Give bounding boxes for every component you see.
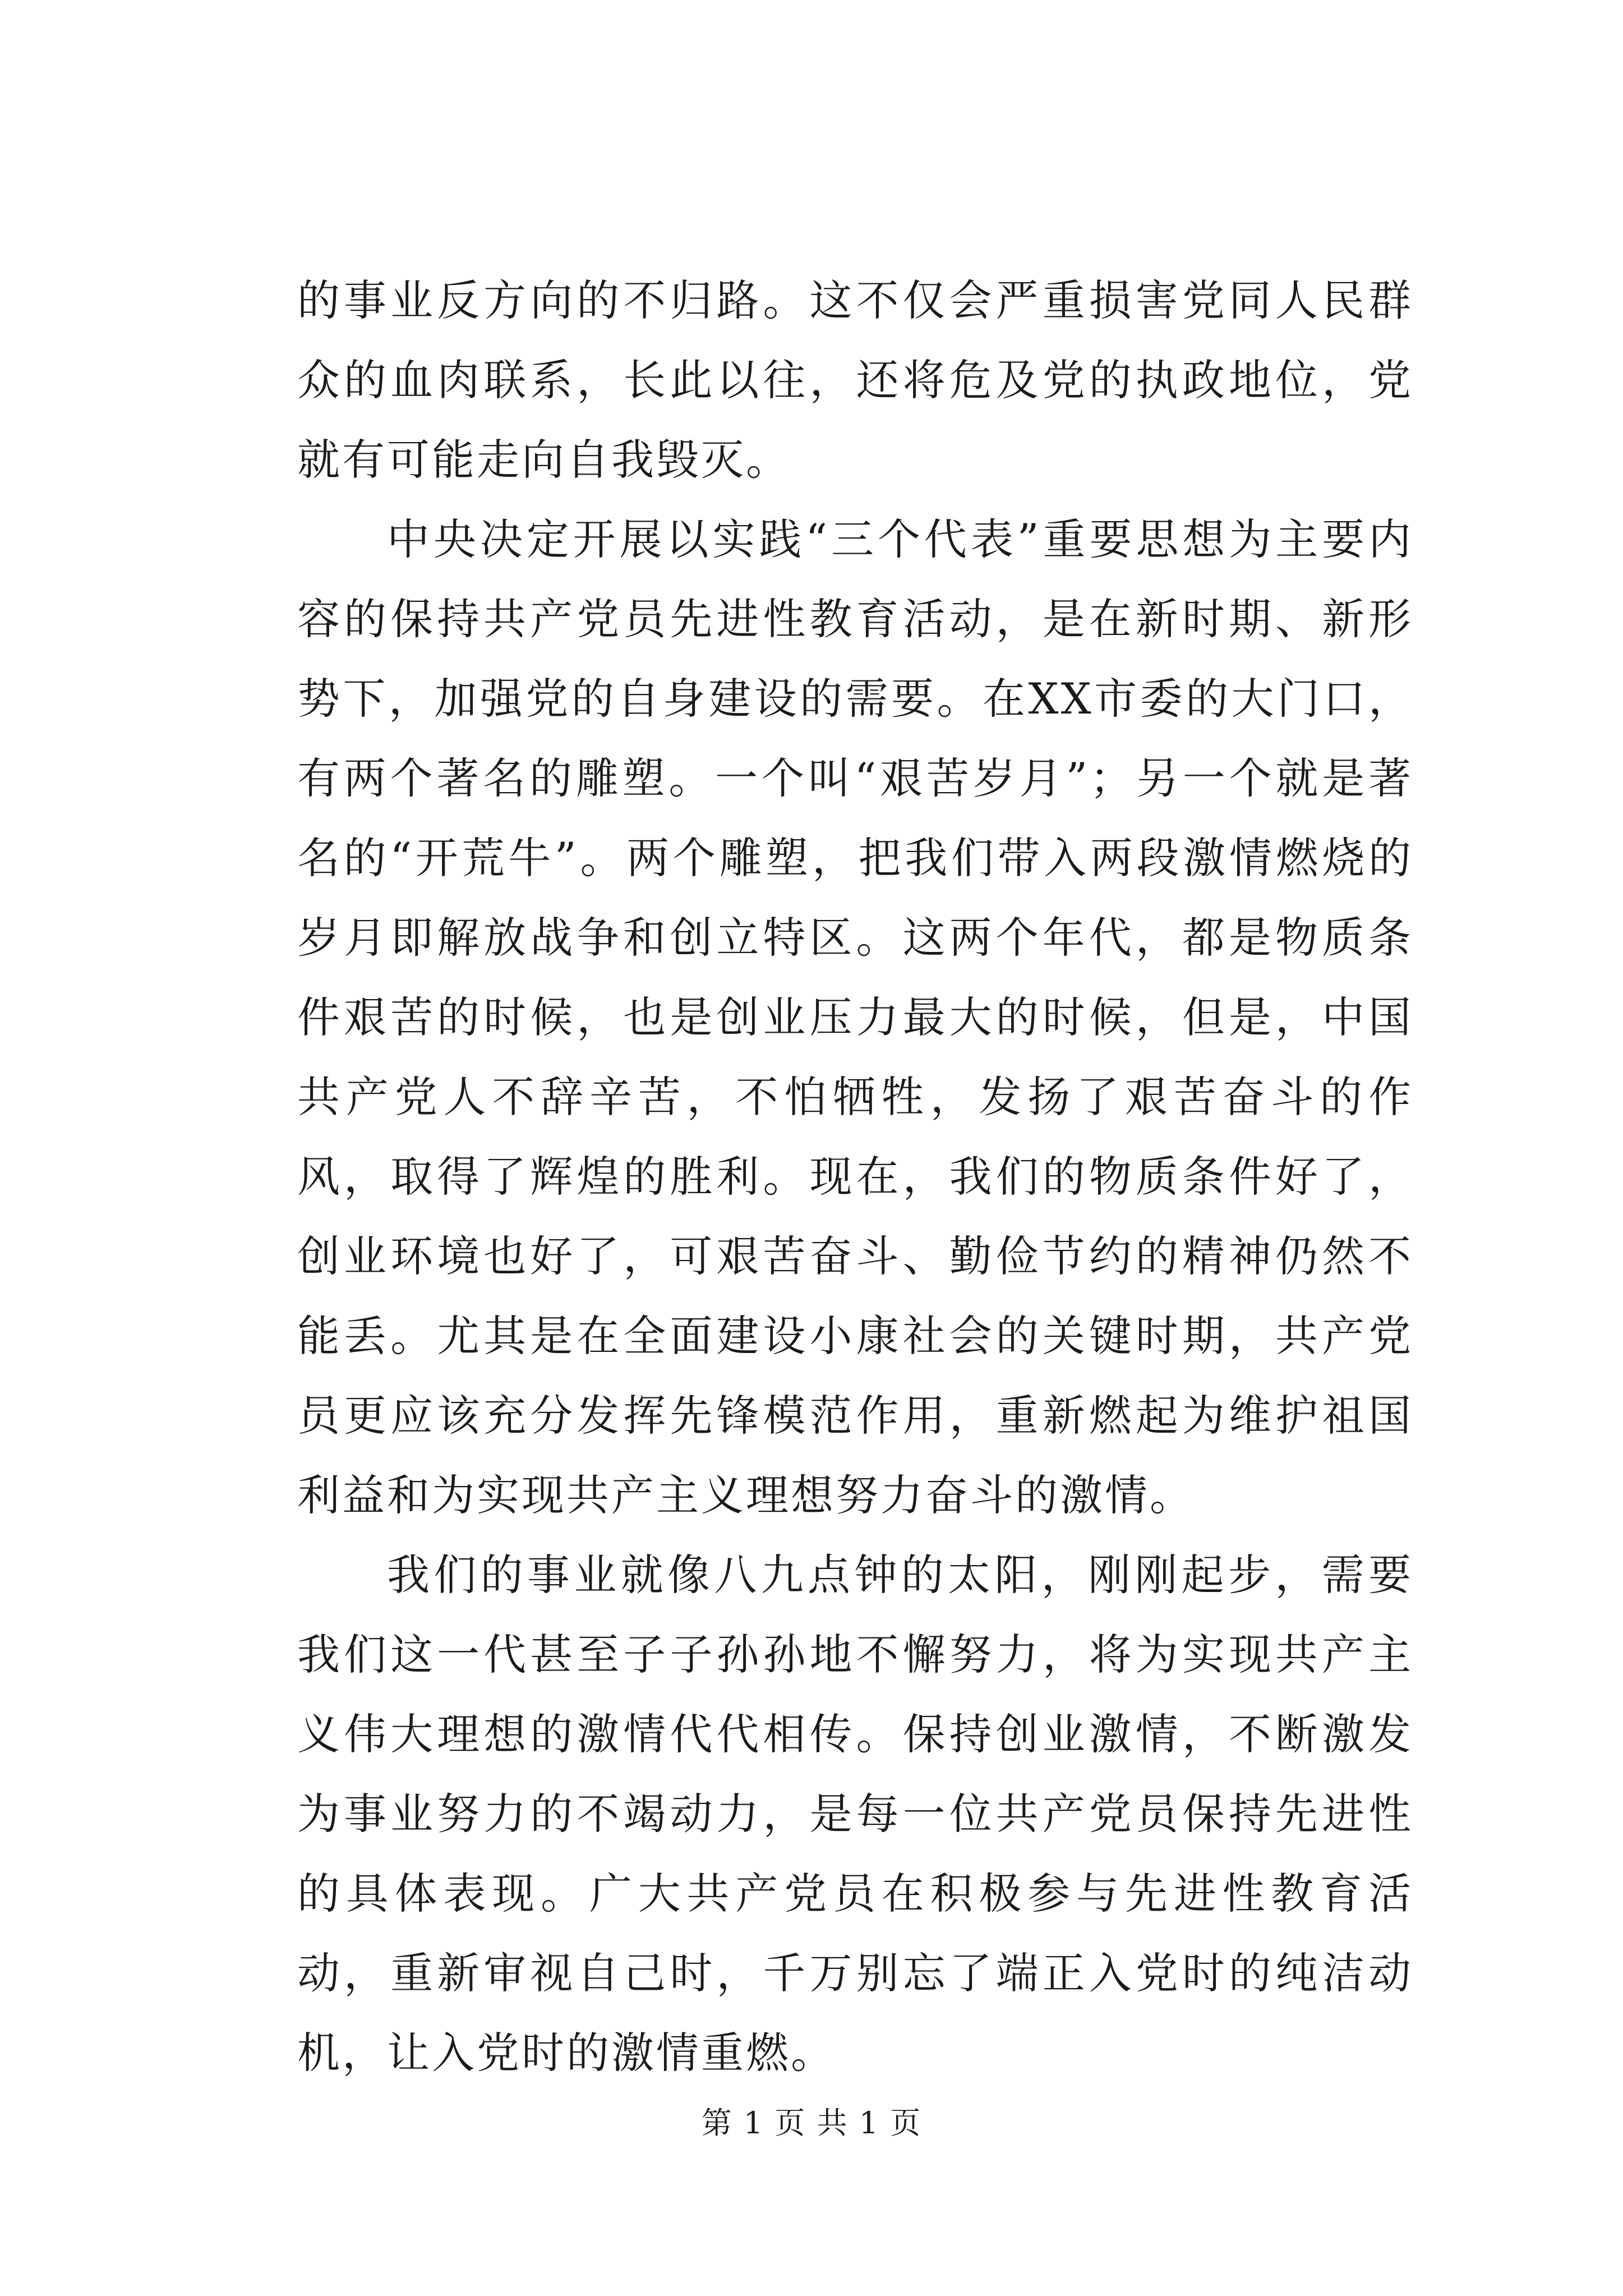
paragraph-enterprise-passion: 我们的事业就像八九点钟的太阳，刚刚起步，需要我们这一代甚至子子孙孙地不懈努力，将为实现共产主义伟大理想的激情代代相传。保持创业激情，不断激发为事业努力的不竭动力，是每一位共产党员保持先进性的具体表现。广大共产党员在积极参与先进性教育活动，重新审视自己时，千万别忘了端正入党时的纯洁动机，让入党时的激情重燃。 bbox=[297, 1550, 1413, 2078]
page-number-footer: 第 1 页 共 1 页 bbox=[701, 2105, 922, 2141]
document-body bbox=[297, 261, 1413, 2093]
paragraph-continuation: 的事业反方向的不归路。这不仅会严重损害党同人民群众的血肉联系，长此以往，还将危及党的执政地位，党就有可能走向自我毁灭。 bbox=[297, 275, 1413, 485]
paragraph-education-campaign: 中央决定开展以实践“三个代表”重要思想为主要内容的保持共产党员先进性教育活动，是在新时期、新形势下，加强党的自身建设的需要。在XX市委的大门口，有两个著名的雕塑。一个叫“艰苦岁月”；另一个就是著名的“开荒牛”。两个雕塑，把我们带入两段激情燃烧的岁月即解放战争和创立特区。这两个年代，都是物质条件艰苦的时候，也是创业压力最大的时候，但是，中国共产党人不辞辛苦，不怕牺牲，发扬了艰苦奋斗的作风，取得了辉煌的胜利。现在，我们的物质条件好了，创业环境也好了，可艰苦奋斗、勤俭节约的精神仍然不能丢。尤其是在全面建设小康社会的关键时期，共产党员更应该充分发挥先锋模范作用，重新燃起为维护祖国利益和为实现共产主义理想努力奋斗的激情。 bbox=[297, 514, 1413, 1520]
